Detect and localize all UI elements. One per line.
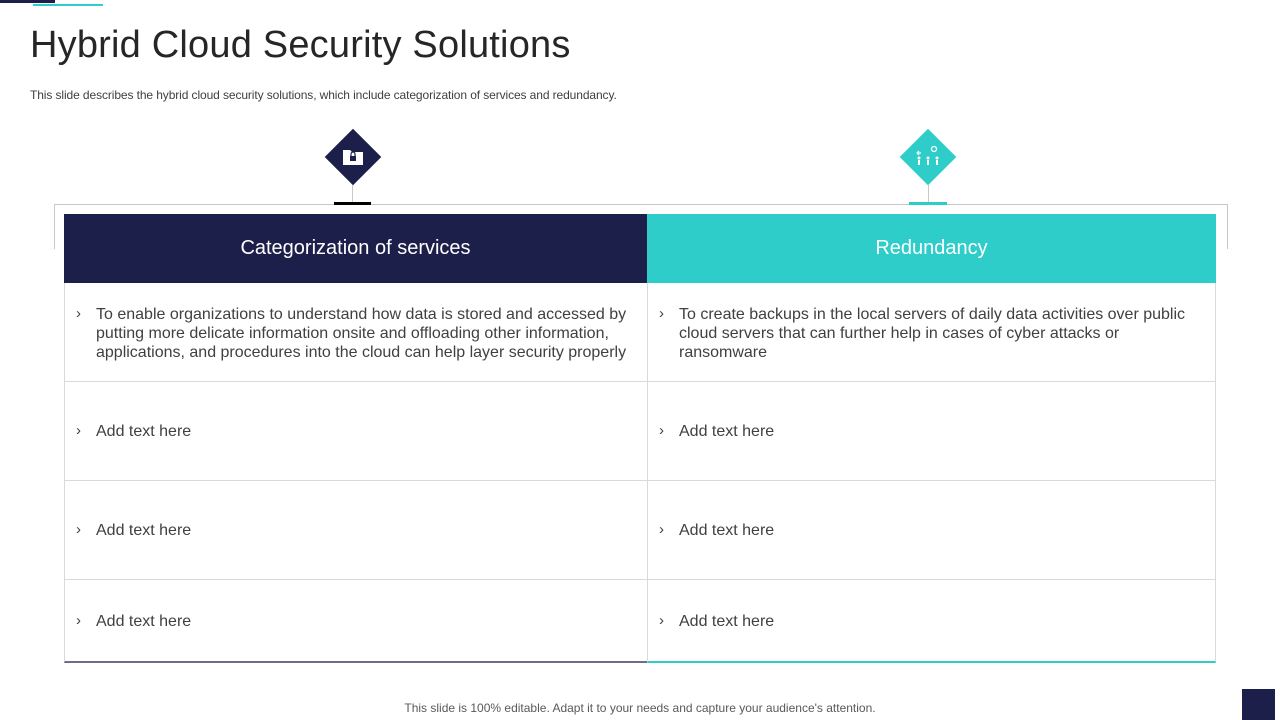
chevron-right-icon: › [76,305,81,322]
cell-text: Add text here [96,613,192,630]
table-cell [647,580,1216,663]
right-icon-base [909,202,947,205]
chevron-right-icon: › [659,612,664,629]
column-categorization [64,214,647,663]
table-cell [64,481,647,580]
chevron-right-icon: › [76,422,81,439]
column-header: Redundancy [647,214,1216,283]
chevron-right-icon: › [659,422,664,439]
top-accent-teal [33,4,103,6]
column-header: Categorization of services [64,214,647,283]
page-subtitle: This slide describes the hybrid cloud security solutions, which include categorization of services and redundancy. [30,88,617,102]
table-cell [64,580,647,663]
footer-note: This slide is 100% editable. Adapt it to your needs and capture your audience's attention. [404,701,876,715]
table-cell [647,283,1216,382]
column-redundancy [647,214,1216,663]
top-accent-dark [0,0,55,3]
cell-text: To enable organizations to understand how data is stored and accessed by putting more delicate information onsite and offloading other information, applications, and procedures into the cloud can help layer security properly [96,306,627,361]
left-icon-base [334,202,371,205]
corner-block [1242,689,1275,720]
right-icon-stem [928,185,929,202]
left-icon-stem [352,185,353,202]
cell-text: Add text here [679,613,775,630]
cell-text: Add text here [679,522,775,539]
table-cell [647,382,1216,481]
folder-lock-icon [325,129,381,185]
chevron-right-icon: › [76,521,81,538]
chevron-right-icon: › [659,305,664,322]
cell-text: Add text here [96,423,192,440]
table-cell [647,481,1216,580]
cell-text: To create backups in the local servers of daily data activities over public cloud servers that can further help in cases of cyber attacks or ransomware [679,306,1186,361]
table-cell [64,382,647,481]
page-title: Hybrid Cloud Security Solutions [30,24,571,66]
chevron-right-icon: › [659,521,664,538]
cell-text: Add text here [96,522,192,539]
cell-text: Add text here [679,423,775,440]
network-backup-icon [900,129,956,185]
table-cell [64,283,647,382]
chevron-right-icon: › [76,612,81,629]
